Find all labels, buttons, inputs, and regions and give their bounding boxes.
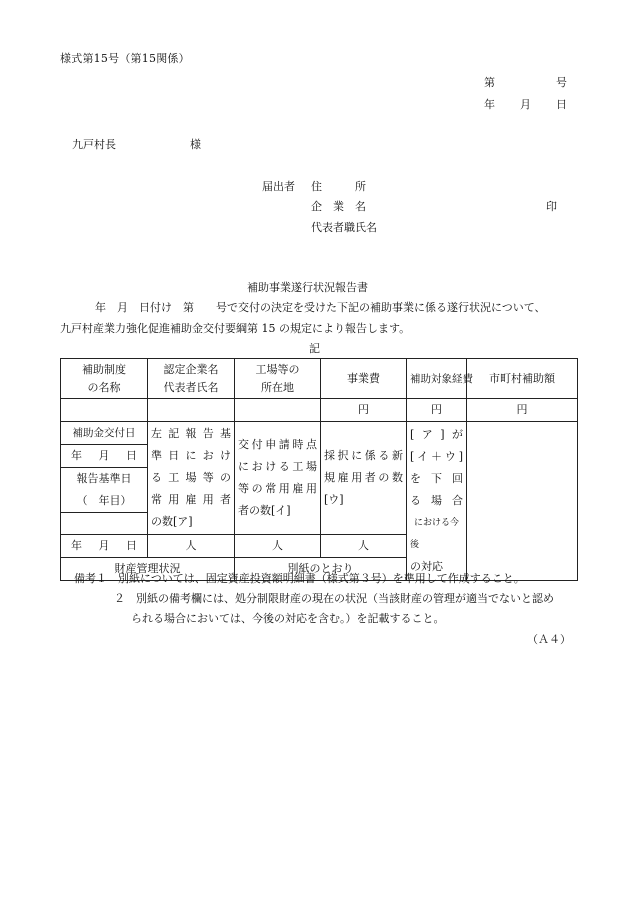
report-base-blank	[61, 513, 148, 535]
col-response-value	[467, 422, 578, 581]
header-system-name: 補助制度 の名称	[61, 359, 148, 399]
grant-date-ymd: 年 月 日	[61, 445, 148, 468]
header-company: 認定企業名 代表者氏名	[148, 359, 235, 399]
cell-company-value	[148, 399, 235, 422]
note-1: 備考１ 別紙については、固定資産投資額明細書（様式第３号）を準用して作成すること。	[74, 572, 525, 585]
col-i-employees: 交付申請時点 における工場 等の常用雇用 者の数[イ]	[235, 422, 321, 535]
header-subsidy-amount: 市町村補助額	[467, 359, 578, 399]
header-project-cost: 事業費	[321, 359, 407, 399]
doc-date-year: 年	[484, 98, 495, 111]
form-label: 様式第15号（第15関係）	[60, 52, 190, 65]
col-i-person: 人	[235, 535, 321, 558]
doc-number-prefix: 第	[484, 76, 495, 89]
cell-system-value	[61, 399, 148, 422]
address-label: 住 所	[311, 180, 366, 193]
col-a-person: 人	[148, 535, 235, 558]
document-title: 補助事業遂行状況報告書	[247, 281, 368, 294]
header-eligible-cost: 補助対象経費	[407, 359, 467, 399]
addressee-honorific: 様	[190, 138, 201, 151]
intro-line-2: 九戸村産業力強化促進補助金交付要綱第 15 の規定により報告します。	[60, 322, 411, 335]
doc-date-month: 月	[520, 98, 531, 111]
cell-target-yen: 円	[407, 399, 467, 422]
header-location: 工場等の 所在地	[235, 359, 321, 399]
grant-date-label: 補助金交付日	[61, 422, 148, 445]
paper-size: （Ａ４）	[527, 633, 571, 646]
note-2-line-1: ２ 別紙の備考欄には、処分制限財産の現在の状況（当該財産の管理が適当でないと認め	[114, 592, 554, 605]
doc-number-suffix: 号	[556, 76, 567, 89]
doc-date-day: 日	[556, 98, 567, 111]
report-table	[60, 358, 578, 581]
cell-subsidy-yen: 円	[467, 399, 578, 422]
seal-mark: 印	[546, 200, 557, 213]
asset-status-label: 財産管理状況	[61, 558, 235, 581]
col-a-employees: 左記報告基 準日におけ る工場等の 常用雇用者 の数[ア]	[148, 422, 235, 535]
col-u-person: 人	[321, 535, 407, 558]
cell-cost-yen: 円	[321, 399, 407, 422]
cell-location-value	[235, 399, 321, 422]
addressee-name: 九戸村長	[72, 138, 116, 151]
note-2-line-2: られる場合においては、今後の対応を含む。）を記載すること。	[131, 612, 445, 625]
intro-line-1: 年 月 日付け 第 号で交付の決定を受けた下記の補助事業に係る遂行状況について、	[95, 301, 546, 314]
asset-status-value: 別紙のとおり	[235, 558, 407, 581]
representative-label: 代表者職氏名	[311, 221, 377, 234]
col-u-new-hires: 採択に係る新 規雇用者の数 [ウ]	[321, 422, 407, 535]
applicant-label: 届出者	[262, 180, 295, 193]
report-base-label: 報告基準日 （ 年目）	[61, 468, 148, 513]
report-base-ymd: 年 月 日	[61, 535, 148, 558]
col-shortfall-response: [ア]が [イ＋ウ] を下回 る場合 における今後 の対応	[407, 422, 467, 581]
company-label: 企 業 名	[311, 200, 366, 213]
ki-mark: 記	[309, 342, 320, 355]
